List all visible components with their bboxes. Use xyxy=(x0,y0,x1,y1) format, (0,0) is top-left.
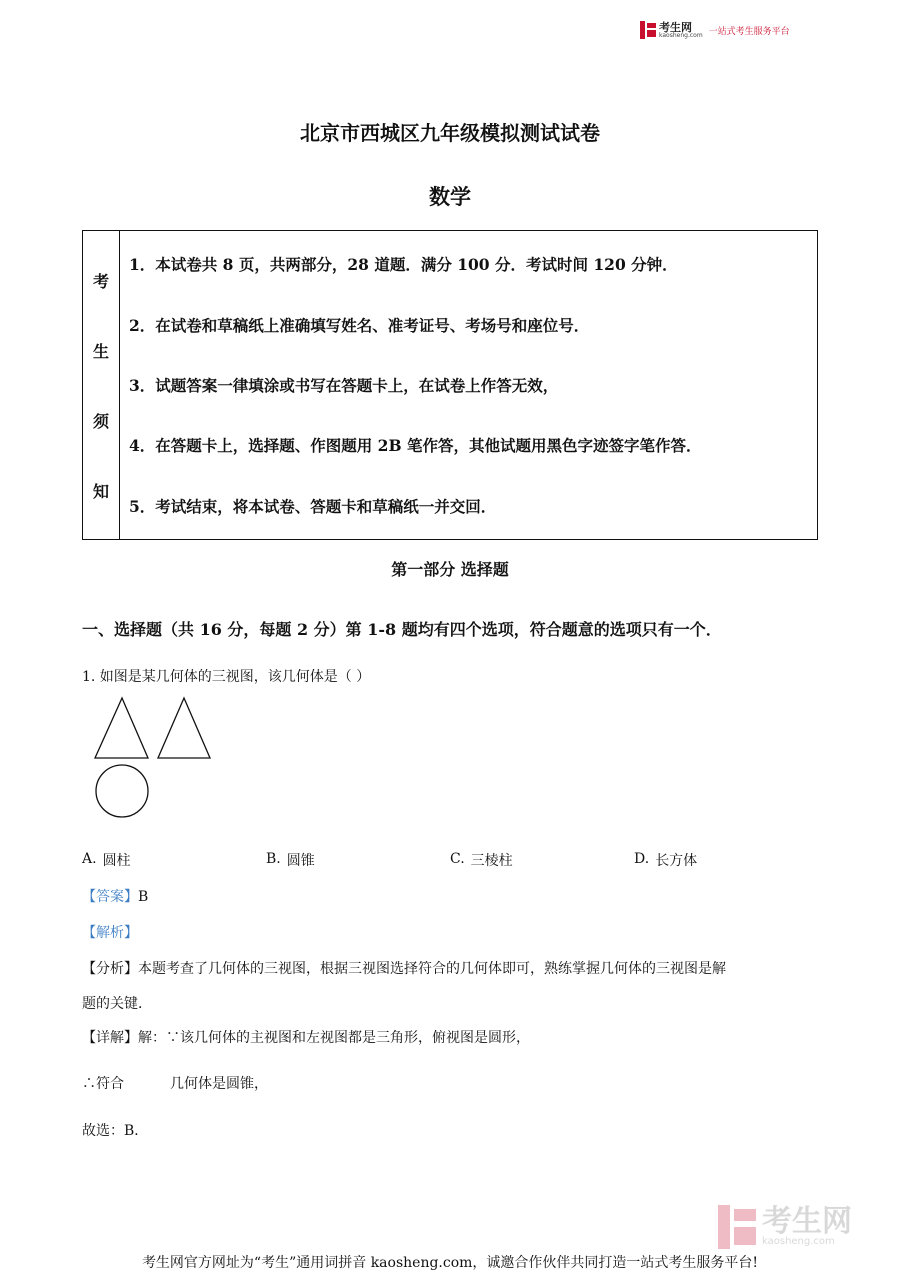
site-logo xyxy=(640,20,790,40)
option-a[interactable] xyxy=(82,850,131,870)
detail-label: 【详解】 xyxy=(82,1030,138,1046)
page-footer: 考生网官方网址为“考生”通用词拼音 kaosheng.com，诚邀合作伙伴共同打造一站式考生服务平台! xyxy=(141,1255,759,1271)
final-answer-line: 故选：B． xyxy=(82,1123,149,1139)
analysis-label: 【分析】 xyxy=(82,961,138,977)
brand-name: 考生网 xyxy=(659,20,692,34)
option-b[interactable] xyxy=(266,850,315,870)
question-text: 1. 如图是某几何体的三视图，该几何体是（ ） xyxy=(82,669,371,685)
header-slogan: 一站式考生服务平台 xyxy=(708,26,790,37)
analysis-tag: 【解析】 xyxy=(82,925,138,941)
brand-domain: kaosheng.com xyxy=(659,31,703,39)
option-text: 圆锥 xyxy=(286,853,315,869)
analysis-line-1 xyxy=(82,958,726,978)
answer-value: B xyxy=(138,889,149,905)
option-text: 长方体 xyxy=(655,853,698,869)
watermark-name: 考生网 xyxy=(762,1204,852,1239)
paper-subject: 数学 xyxy=(429,184,471,209)
therefore-b: 几何体是圆锥， xyxy=(170,1076,268,1092)
top-view-circle xyxy=(96,765,148,817)
notice-rule: 4．在答题卡上，选择题、作图题用 2B 笔作答，其他试题用黑色字迹签字笔作答． xyxy=(129,436,702,455)
notice-rule: 3．试题答案一律填涂或书写在答题卡上，在试卷上作答无效， xyxy=(129,376,559,395)
front-view-triangle xyxy=(95,698,148,758)
answer-tag: 【答案】 xyxy=(82,889,138,905)
option-text: 三棱柱 xyxy=(470,853,513,869)
three-view-figure xyxy=(90,690,220,820)
answer-line xyxy=(82,886,148,906)
option-letter: B. xyxy=(266,851,281,867)
option-letter: A. xyxy=(82,851,97,867)
option-letter: C. xyxy=(450,851,465,867)
notice-label-char: 知 xyxy=(92,482,109,501)
notice-label-char: 考 xyxy=(92,272,109,291)
notice-rule: 5．考试结束，将本试卷、答题卡和草稿纸一并交回． xyxy=(129,497,497,516)
part-heading: 第一部分 选择题 xyxy=(391,560,509,579)
kaosheng-watermark-icon xyxy=(718,1205,756,1249)
analysis-line-2: 题的关键． xyxy=(82,996,152,1012)
kaosheng-logo-icon xyxy=(640,21,656,39)
detail-line xyxy=(82,1027,530,1047)
option-letter: D. xyxy=(634,851,650,867)
therefore-line xyxy=(82,1073,268,1093)
option-text: 圆柱 xyxy=(102,853,131,869)
analysis-text: 本题考查了几何体的三视图，根据三视图选择符合的几何体即可，熟练掌握几何体的三视图是解 xyxy=(138,961,726,977)
notice-label-char: 须 xyxy=(92,412,109,431)
option-c[interactable] xyxy=(450,850,513,870)
side-view-triangle xyxy=(158,698,210,758)
notice-label-char: 生 xyxy=(92,342,109,361)
therefore-a: ∴符合 xyxy=(82,1076,124,1092)
notice-label-column xyxy=(83,231,120,539)
detail-text: 解：∵该几何体的主视图和左视图都是三角形，俯视图是圆形， xyxy=(138,1030,530,1046)
option-d[interactable] xyxy=(634,850,697,870)
section-heading: 一、选择题（共 16 分，每题 2 分）第 1-8 题均有四个选项，符合题意的选项只有一个． xyxy=(82,620,722,639)
notice-rule: 2．在试卷和草稿纸上准确填写姓名、准考证号、考场号和座位号． xyxy=(129,316,590,335)
paper-title: 北京市西城区九年级模拟测试试卷 xyxy=(300,121,600,145)
exam-notice-table xyxy=(82,230,818,540)
notice-rule: 1．本试卷共 8 页，共两部分，28 道题．满分 100 分．考试时间 120 分钟． xyxy=(129,255,678,274)
watermark-domain: kaosheng.com xyxy=(762,1236,835,1247)
watermark-logo xyxy=(718,1205,852,1249)
